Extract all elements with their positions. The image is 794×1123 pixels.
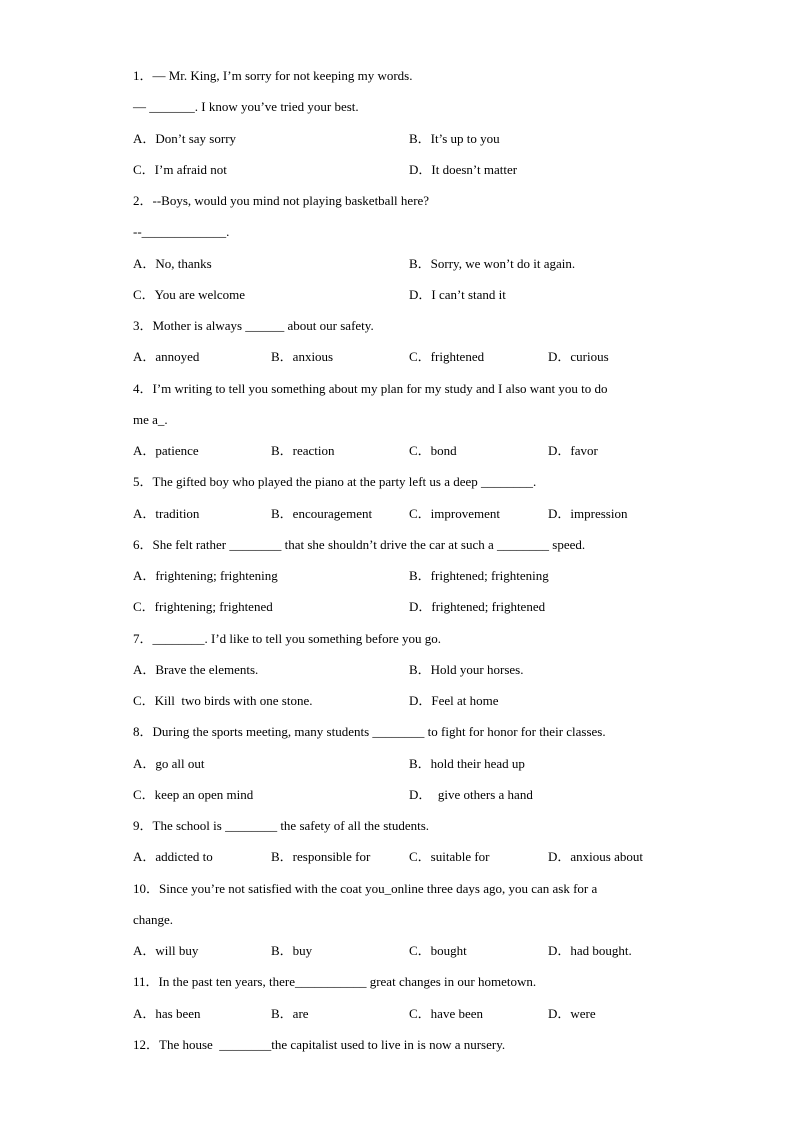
question-9-option: B．responsible for (271, 849, 371, 865)
question-3-option: B．anxious (271, 349, 334, 365)
question-3-stem: 3．Mother is always ______ about our safety. (133, 318, 374, 333)
question-4-option: D．favor (548, 443, 598, 458)
question-11-option: A．has been (133, 1005, 201, 1021)
question-8-option: B．hold their head up (409, 755, 525, 771)
question-1-option: A．Don’t say sorry (133, 130, 237, 146)
question-11-option: D．were (548, 1005, 596, 1021)
question-8-option: D． give others a hand (409, 786, 533, 802)
question-9-option: D．anxious about (548, 849, 643, 865)
question-3-option: A．annoyed (133, 349, 200, 365)
question-1-stem: — _______. I know you’ve tried your best. (133, 99, 359, 115)
question-7-option: B．Hold your horses. (409, 661, 524, 677)
question-4-stem: 4．I’m writing to tell you something about my plan for my study and I also want you to do (133, 380, 608, 396)
question-11-option: C．have been (409, 1005, 484, 1021)
question-12-stem: 12．The house ________the capitalist used to live in is now a nursery. (133, 1036, 506, 1052)
question-10-option: C．bought (409, 943, 467, 958)
question-10-option: A．will buy (133, 943, 199, 958)
question-10-option: D．had bought. (548, 943, 632, 958)
question-2-option: A．No, thanks (133, 255, 212, 271)
question-6-option: B．frightened; frightening (409, 568, 549, 583)
question-5-option: A．tradition (133, 505, 200, 521)
question-10-stem: change. (133, 911, 174, 927)
question-11-stem: 11．In the past ten years, there___________ great changes in our hometown. (133, 974, 537, 990)
question-1-option: B．It’s up to you (409, 130, 500, 146)
question-8-stem: 8．During the sports meeting, many students ________ to fight for honor for their classes. (133, 724, 606, 740)
question-2-option: D．I can’t stand it (409, 286, 506, 302)
question-5-option: C．improvement (409, 505, 500, 521)
question-8-option: A．go all out (133, 755, 205, 771)
question-5-option: B．encouragement (271, 505, 373, 521)
question-4-stem: me a_. (133, 411, 168, 427)
question-4-option: C．bond (409, 443, 457, 458)
question-9-stem: 9．The school is ________ the safety of all the students. (133, 818, 430, 833)
question-4-option: B．reaction (271, 443, 335, 458)
question-7-option: C．Kill two birds with one stone. (133, 693, 313, 708)
question-11-option: B．are (271, 1005, 309, 1021)
question-5-option: D．impression (548, 505, 628, 521)
question-9-option: A．addicted to (133, 849, 213, 865)
question-2-stem: --_____________. (133, 224, 230, 240)
question-6-option: A．frightening; frightening (133, 568, 278, 583)
question-4-option: A．patience (133, 443, 199, 458)
question-3-option: D．curious (548, 349, 609, 365)
question-6-option: D．frightened; frightened (409, 599, 546, 615)
question-1-option: C．I’m afraid not (133, 161, 227, 177)
question-1-stem: 1．— Mr. King, I’m sorry for not keeping my words. (133, 68, 413, 83)
question-2-stem: 2．--Boys, would you mind not playing basketball here? (133, 193, 430, 208)
question-3-option: C．frightened (409, 349, 485, 365)
question-2-option: B．Sorry, we won’t do it again. (409, 255, 576, 271)
question-10-option: B．buy (271, 943, 313, 958)
question-7-stem: 7．________. I’d like to tell you something before you go. (133, 630, 441, 646)
question-7-option: D．Feel at home (409, 693, 499, 708)
question-10-stem: 10．Since you’re not satisfied with the coat you_online three days ago, you can ask for a (133, 880, 598, 896)
question-1-option: D．It doesn’t matter (409, 161, 518, 177)
question-6-stem: 6．She felt rather ________ that she shouldn’t drive the car at such a ________ speed. (133, 536, 586, 552)
question-2-option: C．You are welcome (133, 286, 246, 302)
question-6-option: C．frightening; frightened (133, 599, 273, 615)
question-9-option: C．suitable for (409, 849, 490, 865)
question-8-option: C．keep an open mind (133, 786, 254, 802)
question-7-option: A．Brave the elements. (133, 661, 259, 677)
question-5-stem: 5．The gifted boy who played the piano at the party left us a deep ________. (133, 474, 537, 490)
